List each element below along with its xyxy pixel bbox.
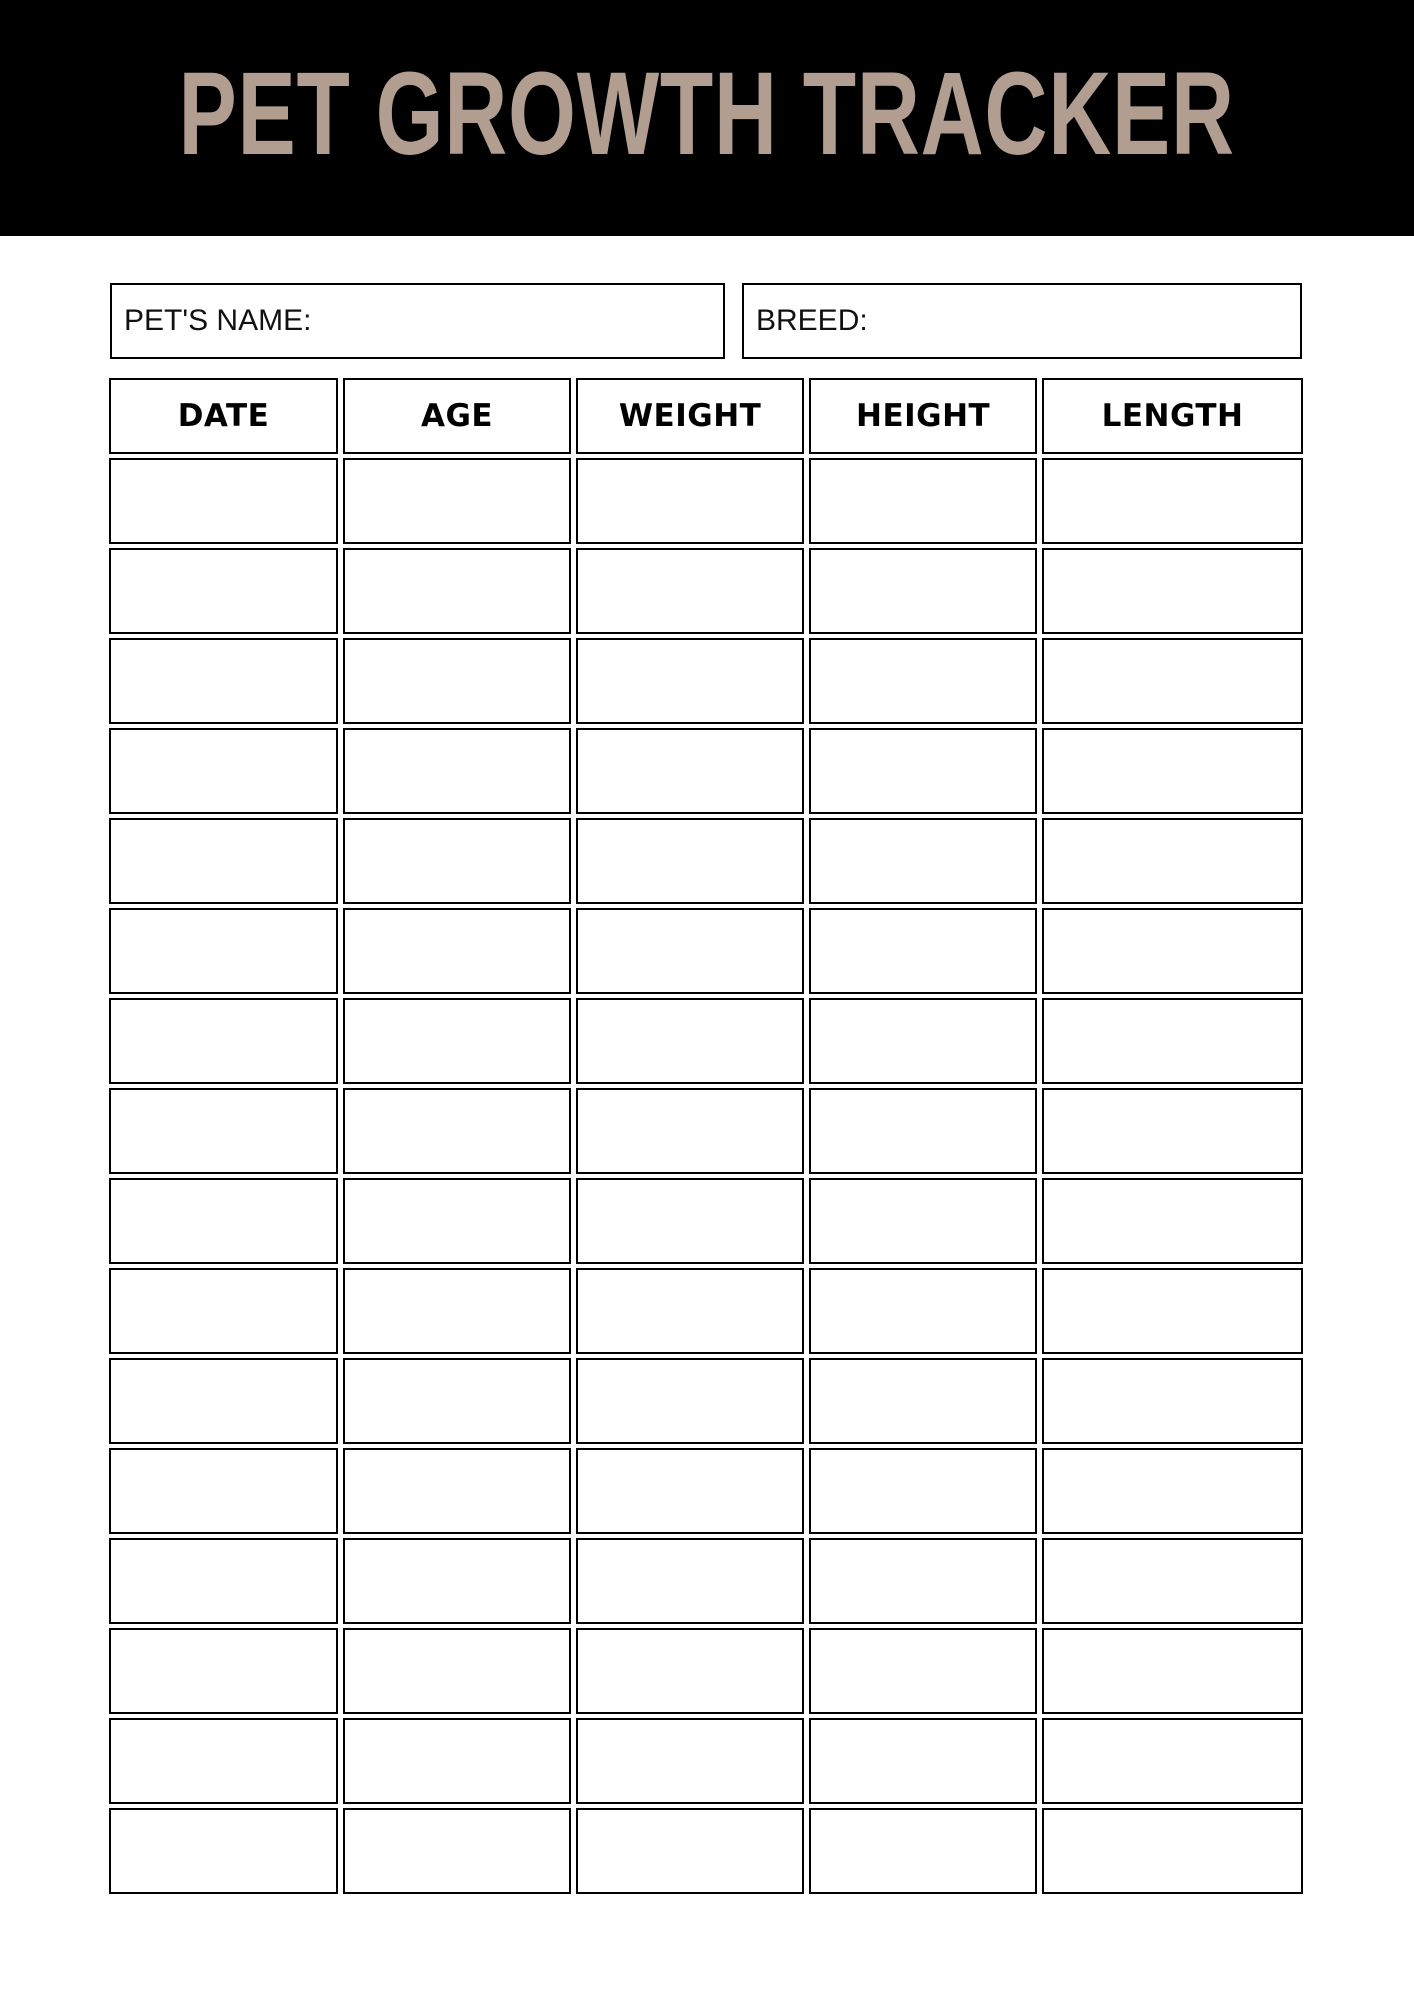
entry-cell-age[interactable] bbox=[343, 998, 571, 1084]
entry-cell-date[interactable] bbox=[109, 1718, 338, 1804]
entry-cell-height[interactable] bbox=[809, 458, 1037, 544]
entry-cell-weight[interactable] bbox=[576, 908, 804, 994]
entry-cell-date[interactable] bbox=[109, 1538, 338, 1624]
entry-cell-length[interactable] bbox=[1042, 1718, 1303, 1804]
entry-cell-date[interactable] bbox=[109, 1358, 338, 1444]
table-row bbox=[109, 548, 1303, 634]
entry-cell-length[interactable] bbox=[1042, 1268, 1303, 1354]
entry-cell-date[interactable] bbox=[109, 1088, 338, 1174]
entry-cell-length[interactable] bbox=[1042, 908, 1303, 994]
entry-cell-weight[interactable] bbox=[576, 818, 804, 904]
table-row bbox=[109, 1538, 1303, 1624]
table-row bbox=[109, 1718, 1303, 1804]
growth-table bbox=[109, 378, 1303, 1898]
entry-cell-weight[interactable] bbox=[576, 1808, 804, 1894]
entry-cell-weight[interactable] bbox=[576, 1088, 804, 1174]
entry-cell-weight[interactable] bbox=[576, 1718, 804, 1804]
entry-cell-length[interactable] bbox=[1042, 638, 1303, 724]
entry-cell-height[interactable] bbox=[809, 908, 1037, 994]
entry-cell-age[interactable] bbox=[343, 548, 571, 634]
column-header-date: DATE bbox=[109, 378, 338, 454]
entry-cell-weight[interactable] bbox=[576, 1268, 804, 1354]
table-row bbox=[109, 1808, 1303, 1894]
table-row bbox=[109, 638, 1303, 724]
entry-cell-length[interactable] bbox=[1042, 458, 1303, 544]
table-header-row bbox=[109, 378, 1303, 454]
entry-cell-age[interactable] bbox=[343, 1088, 571, 1174]
entry-cell-height[interactable] bbox=[809, 1538, 1037, 1624]
entry-cell-length[interactable] bbox=[1042, 998, 1303, 1084]
entry-cell-date[interactable] bbox=[109, 1448, 338, 1534]
entry-cell-date[interactable] bbox=[109, 908, 338, 994]
entry-cell-weight[interactable] bbox=[576, 548, 804, 634]
entry-cell-height[interactable] bbox=[809, 1628, 1037, 1714]
entry-cell-length[interactable] bbox=[1042, 818, 1303, 904]
entry-cell-date[interactable] bbox=[109, 818, 338, 904]
entry-cell-height[interactable] bbox=[809, 1448, 1037, 1534]
entry-cell-length[interactable] bbox=[1042, 1808, 1303, 1894]
entry-cell-length[interactable] bbox=[1042, 1178, 1303, 1264]
entry-cell-date[interactable] bbox=[109, 1808, 338, 1894]
breed-label: BREED: bbox=[756, 304, 868, 337]
entry-cell-date[interactable] bbox=[109, 728, 338, 814]
table-row bbox=[109, 998, 1303, 1084]
entry-cell-date[interactable] bbox=[109, 1628, 338, 1714]
column-header-length: LENGTH bbox=[1042, 378, 1303, 454]
entry-cell-age[interactable] bbox=[343, 638, 571, 724]
column-header-weight: WEIGHT bbox=[576, 378, 804, 454]
entry-cell-age[interactable] bbox=[343, 908, 571, 994]
entry-cell-date[interactable] bbox=[109, 1178, 338, 1264]
table-row bbox=[109, 818, 1303, 904]
table-row bbox=[109, 1628, 1303, 1714]
table-row bbox=[109, 1178, 1303, 1264]
entry-cell-age[interactable] bbox=[343, 1268, 571, 1354]
entry-cell-weight[interactable] bbox=[576, 1178, 804, 1264]
entry-cell-age[interactable] bbox=[343, 728, 571, 814]
entry-cell-height[interactable] bbox=[809, 1358, 1037, 1444]
entry-cell-date[interactable] bbox=[109, 548, 338, 634]
entry-cell-length[interactable] bbox=[1042, 1358, 1303, 1444]
entry-cell-length[interactable] bbox=[1042, 1538, 1303, 1624]
entry-cell-age[interactable] bbox=[343, 1448, 571, 1534]
table-row bbox=[109, 1448, 1303, 1534]
table-row bbox=[109, 728, 1303, 814]
entry-cell-height[interactable] bbox=[809, 1088, 1037, 1174]
entry-cell-date[interactable] bbox=[109, 1268, 338, 1354]
entry-cell-height[interactable] bbox=[809, 638, 1037, 724]
entry-cell-height[interactable] bbox=[809, 1808, 1037, 1894]
entry-cell-height[interactable] bbox=[809, 1718, 1037, 1804]
entry-cell-height[interactable] bbox=[809, 548, 1037, 634]
entry-cell-age[interactable] bbox=[343, 1718, 571, 1804]
entry-cell-age[interactable] bbox=[343, 1538, 571, 1624]
entry-cell-weight[interactable] bbox=[576, 1448, 804, 1534]
table-row bbox=[109, 908, 1303, 994]
entry-cell-height[interactable] bbox=[809, 818, 1037, 904]
entry-cell-height[interactable] bbox=[809, 1268, 1037, 1354]
entry-cell-age[interactable] bbox=[343, 1178, 571, 1264]
entry-cell-weight[interactable] bbox=[576, 728, 804, 814]
entry-cell-weight[interactable] bbox=[576, 638, 804, 724]
entry-cell-date[interactable] bbox=[109, 998, 338, 1084]
table-row bbox=[109, 1358, 1303, 1444]
entry-cell-length[interactable] bbox=[1042, 548, 1303, 634]
entry-cell-height[interactable] bbox=[809, 728, 1037, 814]
table-row bbox=[109, 1268, 1303, 1354]
entry-cell-weight[interactable] bbox=[576, 1628, 804, 1714]
header-banner bbox=[0, 0, 1414, 236]
pet-name-label: PET'S NAME: bbox=[124, 304, 312, 337]
breed-field[interactable] bbox=[742, 283, 1302, 359]
entry-cell-date[interactable] bbox=[109, 458, 338, 544]
column-header-height: HEIGHT bbox=[809, 378, 1037, 454]
table-row bbox=[109, 1088, 1303, 1174]
entry-cell-age[interactable] bbox=[343, 458, 571, 544]
entry-cell-length[interactable] bbox=[1042, 1088, 1303, 1174]
page-title: PET GROWTH TRACKER bbox=[178, 48, 1236, 180]
entry-cell-age[interactable] bbox=[343, 1628, 571, 1714]
entry-cell-age[interactable] bbox=[343, 818, 571, 904]
entry-cell-length[interactable] bbox=[1042, 1628, 1303, 1714]
entry-cell-weight[interactable] bbox=[576, 998, 804, 1084]
column-header-age: AGE bbox=[343, 378, 571, 454]
entry-cell-date[interactable] bbox=[109, 638, 338, 724]
entry-cell-age[interactable] bbox=[343, 1808, 571, 1894]
entry-cell-length[interactable] bbox=[1042, 1448, 1303, 1534]
entry-cell-age[interactable] bbox=[343, 1358, 571, 1444]
pet-name-field[interactable] bbox=[110, 283, 725, 359]
entry-cell-height[interactable] bbox=[809, 1178, 1037, 1264]
entry-cell-height[interactable] bbox=[809, 998, 1037, 1084]
entry-cell-weight[interactable] bbox=[576, 458, 804, 544]
entry-cell-length[interactable] bbox=[1042, 728, 1303, 814]
entry-cell-weight[interactable] bbox=[576, 1358, 804, 1444]
entry-cell-weight[interactable] bbox=[576, 1538, 804, 1624]
table-row bbox=[109, 458, 1303, 544]
